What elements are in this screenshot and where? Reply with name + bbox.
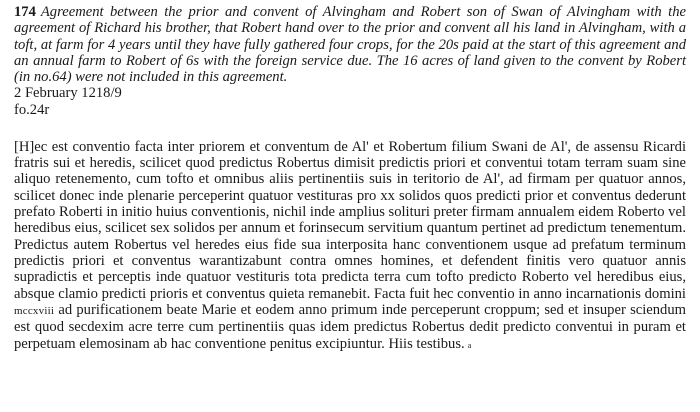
entry-number: 174 <box>14 4 36 20</box>
footnote-marker[interactable]: a <box>467 340 472 350</box>
year-numeral: mccxviii <box>14 305 55 318</box>
entry-folio: fo.24r <box>14 102 50 119</box>
entry-summary <box>14 4 686 85</box>
latin-text-part1: [H]ec est conventio facta inter priorem et conventum de Al' et Robertum filium Swani de Al', de assensu Ricardi fratris sui et heredis, scilicet quod predictus Robertus dimisit predictis priori et conventui totam terram suam sine aliquo retenemento, cum tofto et omnibus aliis pertinentiis suis in teritorio de Al', ad firmam per quatuor annos, scilicet donec inde plenarie perceperint quatuor vestituras pro xx solidos quos predicti prior et conventus dederunt prefato Roberti in initio huius conventionis, nichil inde amplius solituri preter firmam annualem eidem Roberto vel heredibus eius, scilicet sex solidos per annum et forinsecum servitium quantum pertinet ad predictum tenementum. Predictus autem Robertus vel heredes eius fide sua interposita hanc conventionem usque ad prefatum terminum predictis priori et conventus warantizabunt contra omnes homines, et defendent finitis vero quatuor annis supradictis et perceptis inde quatuor vestituris tota predicta terra cum tofto predicto Roberto vel heredibus eius, absque clamio predicti prioris et conventus quieta remanebit. Facta fuit hec conventio in anno incarnationis domini <box>14 138 686 302</box>
entry-date: 2 February 1218/9 <box>14 85 122 102</box>
latin-text <box>14 139 686 354</box>
entry-summary-text: Agreement between the prior and convent of Alvingham and Robert son of Swan of Alvingham with the agreement of Richard his brother, that Robert hand over to the prior and convent all his land in Alvingham, with a toft, at farm for 4 years until they have fully gathered four crops, for the 20s paid at the start of this agreement and an annual farm to Robert of 6s with the foreign service due. The 16 acres of land given to the convent by Robert (in no.64) were not included in this agreement. <box>14 4 686 86</box>
latin-text-part2: ad purificationem beate Marie et eodem anno primum inde perceperunt croppum; sed et insuper sciendum est quod secdexim acre terre cum pertinentiis quas idem predictus Robertus dedit predicto conventui in puram et perpetuam elemosinam ab hac conventione penitus excipiuntur. Hiis testibus. <box>14 302 686 352</box>
